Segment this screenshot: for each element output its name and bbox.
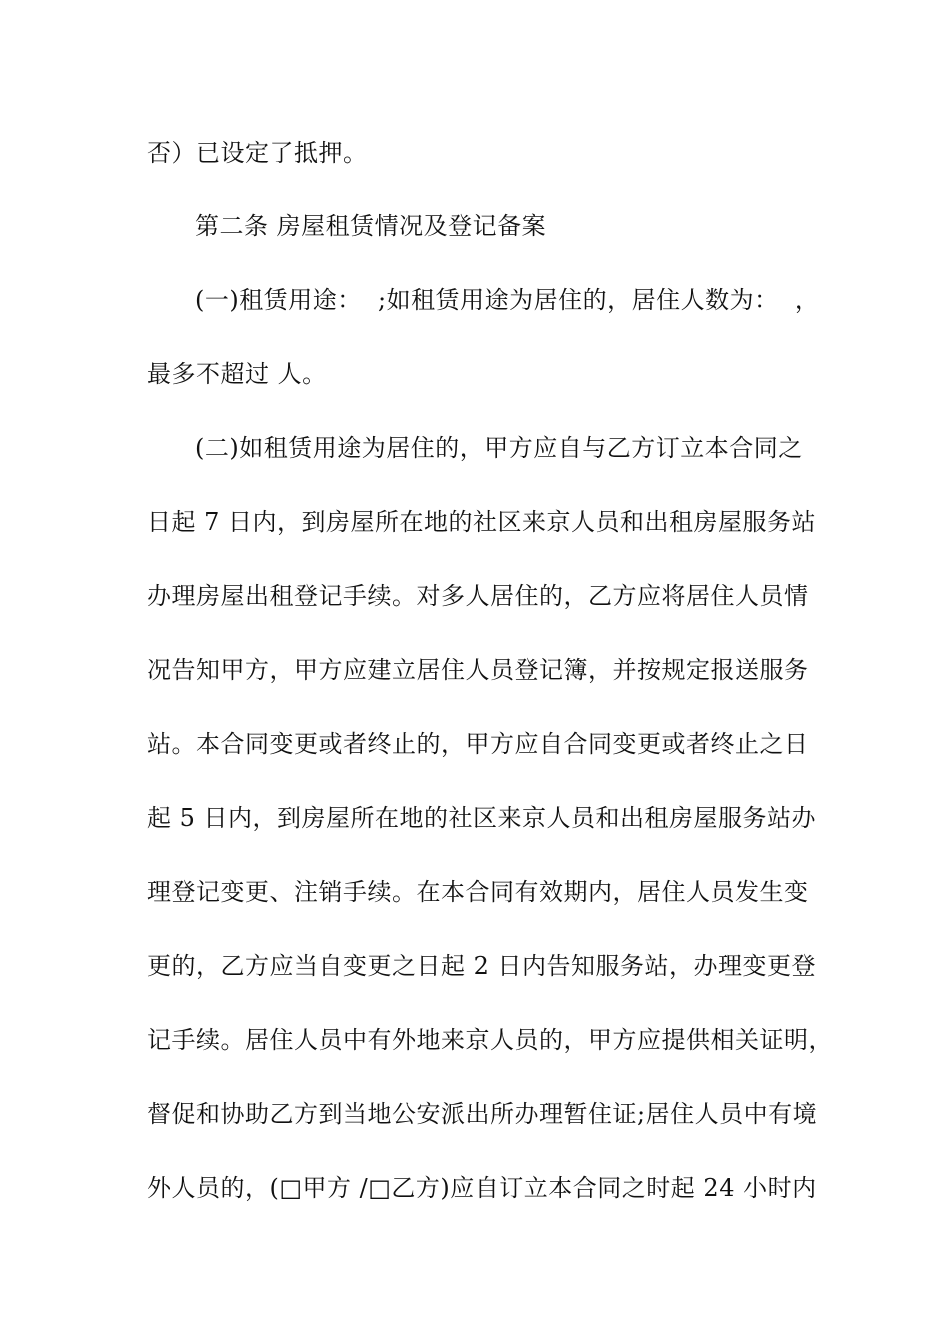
text-line: 更的，乙方应当自变更之日起 2 日内告知服务站，办理变更登 bbox=[147, 952, 817, 980]
text-line: 理登记变更、注销手续。在本合同有效期内，居住人员发生变 bbox=[147, 878, 809, 906]
text-line: (二)如租赁用途为居住的，甲方应自与乙方订立本合同之 bbox=[195, 434, 803, 462]
text-line: 站。本合同变更或者终止的，甲方应自合同变更或者终止之日 bbox=[147, 730, 809, 758]
text-line: 否）已设定了抵押。 bbox=[147, 139, 368, 167]
text-line: 起 5 日内，到房屋所在地的社区来京人员和出租房屋服务站办 bbox=[147, 804, 817, 832]
text-line: 督促和协助乙方到当地公安派出所办理暂住证;居住人员中有境 bbox=[147, 1100, 818, 1128]
text-line: 办理房屋出租登记手续。对多人居住的，乙方应将居住人员情 bbox=[147, 582, 809, 610]
text-line: 外人员的，(□甲方 /□乙方)应自订立本合同之时起 24 小时内 bbox=[147, 1174, 817, 1202]
text-line: 记手续。居住人员中有外地来京人员的，甲方应提供相关证明， bbox=[147, 1026, 833, 1054]
text-line: 日起 7 日内，到房屋所在地的社区来京人员和出租房屋服务站 bbox=[147, 508, 817, 536]
text-line: (一)租赁用途： ;如租赁用途为居住的，居住人数为： ， bbox=[195, 286, 820, 314]
text-line: 况告知甲方，甲方应建立居住人员登记簿，并按规定报送服务 bbox=[147, 656, 809, 684]
text-line: 最多不超过 人。 bbox=[147, 360, 327, 388]
section-heading: 第二条 房屋租赁情况及登记备案 bbox=[195, 212, 547, 240]
